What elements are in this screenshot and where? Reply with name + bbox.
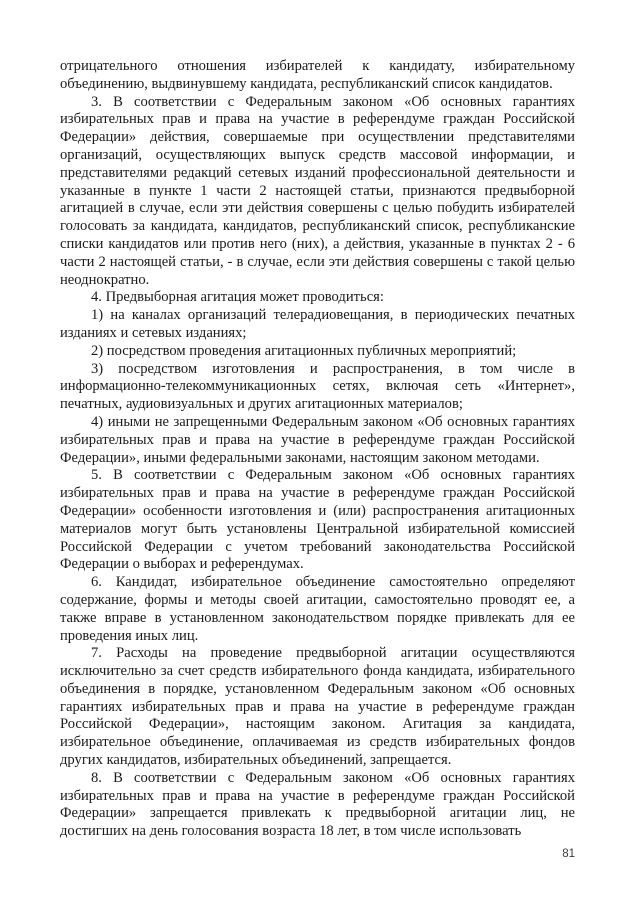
page-number: 81 <box>562 848 575 860</box>
paragraph-clause-4-item-2: 2) посредством проведения агитационных публичных мероприятий; <box>91 342 517 359</box>
paragraph-continuation: отрицательного отношения избирателей к кандидату, избирательному объединению, выдвинувшему кандидата, республиканский список кандидатов. <box>60 58 575 92</box>
paragraph-clause-7: 7. Расходы на проведение предвыборной агитации осуществляются исключительно за счет средств избирательного фонда кандидата, избирательного объединения в порядке, установленном Федеральным законом «Об основных гарантиях избирательных прав и права на участие в референдуме граждан Российской Федерации», настоящим законом. Агитация за кандидата, избирательное объединение, оплачиваемая из средств избирательных фондов других кандидатов, избирательных объединений, запрещается. <box>60 645 575 769</box>
paragraph-clause-3: 3. В соответствии с Федеральным законом «Об основных гарантиях избирательных прав и права на участие в референдуме граждан Российской Федерации» действия, совершаемые при осуществлении представителями организаций, осуществляющих выпуск средств массовой информации, и представителями редакций сетевых изданий профессиональной деятельности и указанные в пункте 1 части 2 настоящей статьи, признаются предвыборной агитацией в случае, если эти действия совершены с целью побудить избирателей голосовать за кандидата, кандидатов, республиканский список, республиканские списки кандидатов или против него (них), а действия, указанные в пунктах 2 - 6 части 2 настоящей статьи, - в случае, если эти действия совершены с такой целью неоднократно. <box>60 93 575 288</box>
paragraph-clause-8: 8. В соответствии с Федеральным законом «Об основных гарантиях избирательных прав и права на участие в референдуме граждан Российской Федерации» запрещается привлекать к предвыборной агитации лиц, не достигших на день голосования возраста 18 лет, в том числе использовать <box>60 769 575 840</box>
paragraph-clause-4: 4. Предвыборная агитация может проводиться: <box>91 289 384 306</box>
paragraph-clause-5: 5. В соответствии с Федеральным законом «Об основных гарантиях избирательных прав и права на участие в референдуме граждан Российской Федерации» особенности изготовления и (или) распространения агитационных материалов могут быть установлены Центральной избирательной комиссией Российской Федерации с учетом требований законодательства Российской Федерации о выборах и референдумах. <box>60 467 575 573</box>
paragraph-clause-4-item-1: 1) на каналах организаций телерадиовещания, в периодических печатных изданиях и сетевых изданиях; <box>60 307 575 341</box>
paragraph-clause-4-item-3: 3) посредством изготовления и распространения, в том числе в информационно-телекоммуникационных сетях, включая сеть «Интернет», печатных, аудиовизуальных и других агитационных материалов; <box>60 360 575 413</box>
paragraph-clause-6: 6. Кандидат, избирательное объединение самостоятельно определяют содержание, формы и методы своей агитации, самостоятельно проводят ее, а также вправе в установленном законодательством порядке привлекать для ее проведения иных лиц. <box>60 574 575 644</box>
paragraph-clause-4-item-4: 4) иными не запрещенными Федеральным законом «Об основных гарантиях избирательных прав и права на участие в референдуме граждан Российской Федерации», иными федеральными законами, настоящим законом методами. <box>60 413 575 466</box>
document-body <box>60 58 575 841</box>
